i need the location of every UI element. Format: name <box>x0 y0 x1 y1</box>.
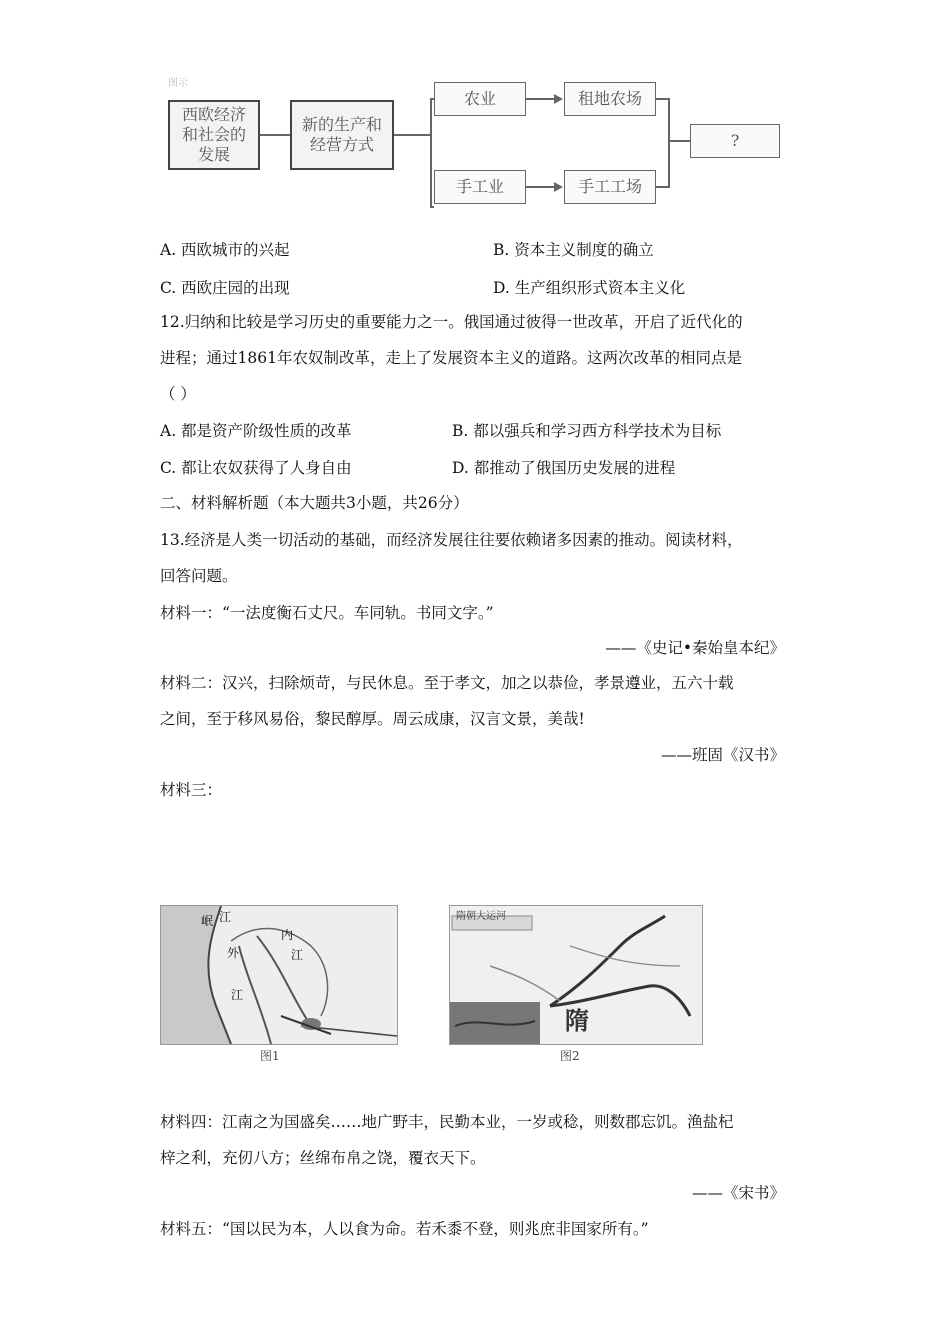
box-new-production-methods: 新的生产和 经营方式 <box>290 100 394 170</box>
option-b[interactable]: B. 资本主义制度的确立 <box>493 241 654 259</box>
figure-2-caption: 图2 <box>560 1049 580 1063</box>
material-2-line: 之间，至于移风易俗，黎民醇厚。周云成康，汉言文景，美哉! <box>160 710 585 728</box>
material-4-line: 梓之利，充仞八方；丝绵布帛之饶，覆衣天下。 <box>160 1149 486 1167</box>
q13-stem-line: 回答问题。 <box>160 567 238 585</box>
figure-1-caption: 图1 <box>260 1049 280 1063</box>
map-label: 岷 <box>201 914 214 928</box>
material-4-line: 材料四：江南之为国盛矣……地广野丰，民勤本业，一岁或稔，则数郡忘饥。渔盐杞 <box>160 1113 734 1131</box>
material-3: 材料三： <box>160 781 223 799</box>
map-label: 江 <box>231 988 244 1002</box>
box-question: ? <box>690 124 780 158</box>
option-d[interactable]: D. 都推动了俄国历史发展的进程 <box>452 459 676 477</box>
material-1: 材料一：“一法度衡石丈尺。车同轨。书同文字。” <box>160 604 494 622</box>
option-c[interactable]: C. 西欧庄园的出现 <box>160 279 290 297</box>
box-handicraft-workshop: 手工工场 <box>564 170 656 204</box>
option-b[interactable]: B. 都以强兵和学习西方科学技术为目标 <box>452 422 722 440</box>
material-2-line: 材料二：汉兴，扫除烦苛，与民休息。至于孝文，加之以恭俭，孝景遵业，五六十载 <box>160 674 734 692</box>
map-title: 隋朝大运河 <box>456 911 506 922</box>
section-title: 二、材料解析题（本大题共3小题，共26分） <box>160 494 469 512</box>
material-5: 材料五：“国以民为本，人以食为命。若禾黍不登，则兆庶非国家所有。” <box>160 1220 649 1238</box>
option-a[interactable]: A. 都是资产阶级性质的改革 <box>160 422 352 440</box>
arrow-icon <box>554 94 563 104</box>
map-label: 江 <box>219 910 232 924</box>
option-a[interactable]: A. 西欧城市的兴起 <box>160 241 290 259</box>
material-1-source: ——《史记•秦始皇本纪》 <box>605 639 785 657</box>
box-west-europe-development: 西欧经济 和社会的 发展 <box>168 100 260 170</box>
map-label: 江 <box>291 948 304 962</box>
diagram-corner-mark: 图示 <box>168 78 188 89</box>
arrow-icon <box>554 182 563 192</box>
box-tenant-farm: 租地农场 <box>564 82 656 116</box>
figure-1-map <box>160 905 398 1045</box>
option-d[interactable]: D. 生产组织形式资本主义化 <box>493 279 686 297</box>
q12-stem-line: 进程；通过1861年农奴制改革，走上了发展资本主义的道路。这两次改革的相同点是 <box>160 349 742 367</box>
option-c[interactable]: C. 都让农奴获得了人身自由 <box>160 459 352 477</box>
map-label: 内 <box>281 928 294 942</box>
box-handicraft: 手工业 <box>434 170 526 204</box>
q12-answer-blank: （ ） <box>160 385 196 403</box>
q13-stem-line: 13.经济是人类一切活动的基础，而经济发展往往要依赖诸多因素的推动。阅读材料， <box>160 531 743 549</box>
river-map-graphic <box>161 906 397 1044</box>
map-big-label: 隋 <box>565 1006 589 1035</box>
map-label: 外 <box>227 946 240 960</box>
box-agriculture: 农业 <box>434 82 526 116</box>
q12-stem-line: 12.归纳和比较是学习历史的重要能力之一。俄国通过彼得一世改革，开启了近代化的 <box>160 313 743 331</box>
material-4-source: ——《宋书》 <box>691 1184 785 1202</box>
material-2-source: ——班固《汉书》 <box>660 746 785 764</box>
flow-diagram <box>160 70 790 220</box>
figure-2-map <box>449 905 703 1045</box>
